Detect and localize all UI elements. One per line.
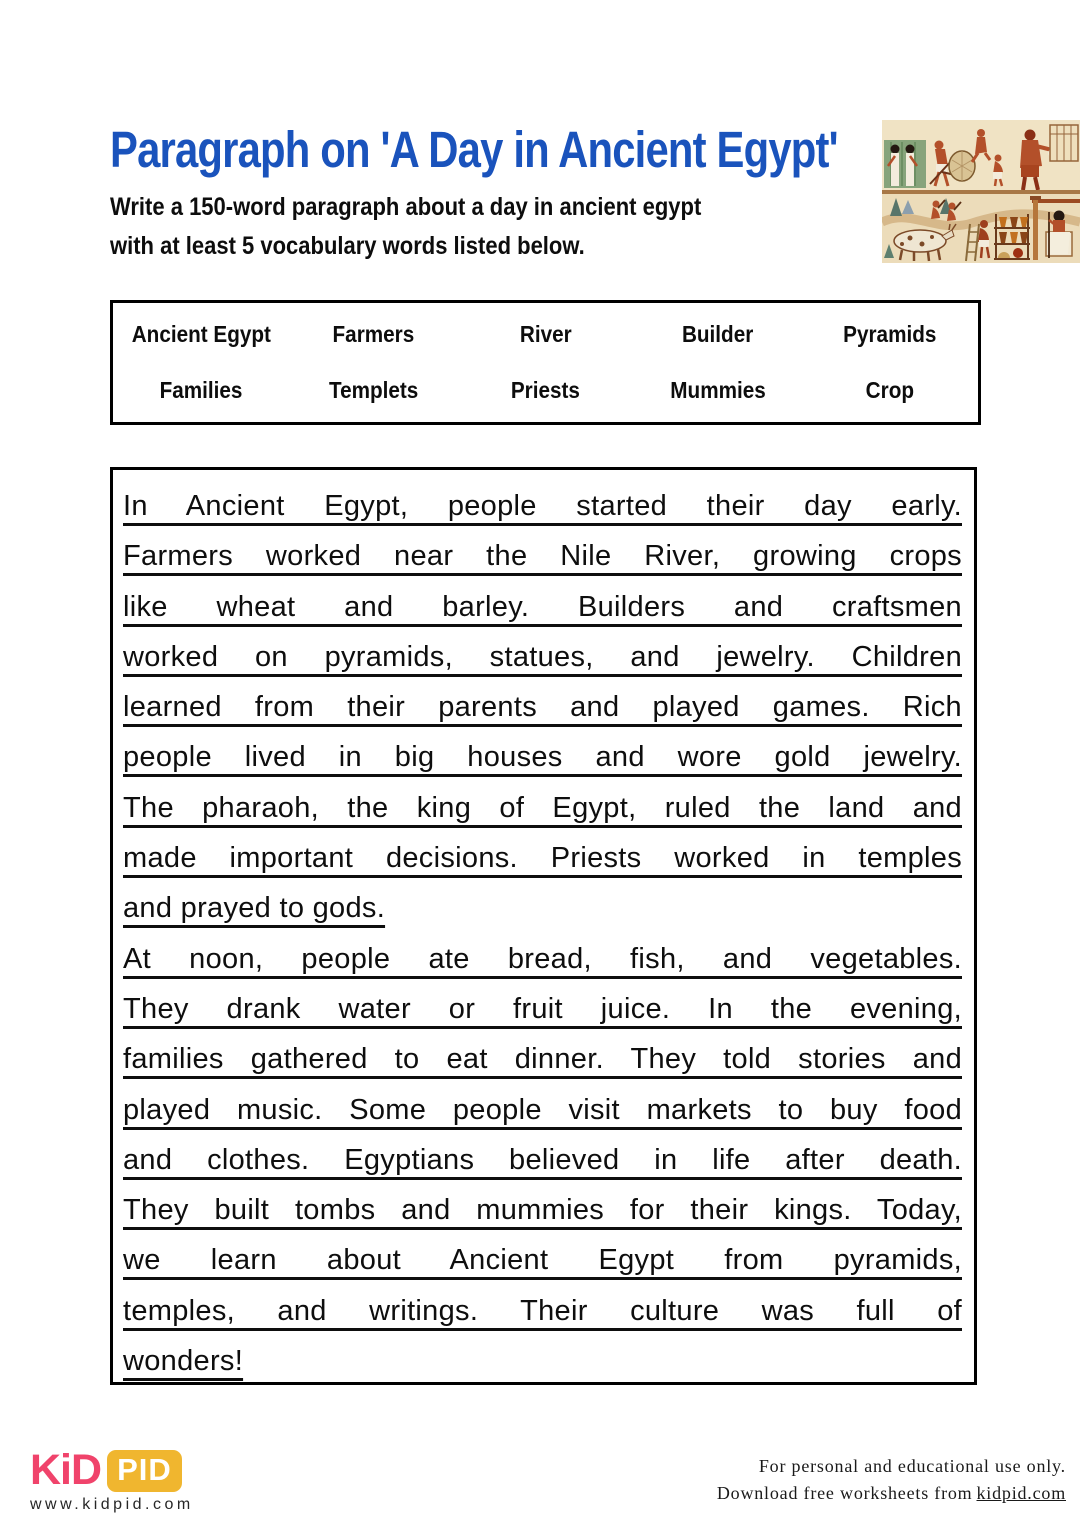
usage-note: For personal and educational use only. bbox=[758, 1456, 1066, 1476]
essay-line: and prayed to gods. bbox=[123, 892, 386, 925]
essay-line: They built tombs and mummies for their kings. Today, bbox=[123, 1194, 962, 1227]
kidpid-link[interactable]: kidpid.com bbox=[976, 1483, 1066, 1503]
vocab-word-families: Families bbox=[159, 376, 243, 403]
essay-line: families gathered to eat dinner. They told stories and bbox=[123, 1043, 962, 1076]
essay-line: In Ancient Egypt, people started their day early. bbox=[123, 490, 962, 522]
essay-line: people lived in big houses and wore gold jewelry. bbox=[123, 741, 962, 774]
instructions-line-2: with at least 5 vocabulary words listed below. bbox=[110, 232, 585, 260]
essay-line: learned from their parents and played games. Rich bbox=[123, 691, 962, 724]
essay-box bbox=[110, 467, 977, 1385]
website-url: www.kidpid.com bbox=[30, 1496, 194, 1513]
essay-line: temples, and writings. Their culture was full of bbox=[123, 1294, 962, 1327]
usage-credits bbox=[717, 1453, 1066, 1507]
vocab-word-mummies: Mummies bbox=[669, 376, 766, 403]
vocab-word-ancient-egypt: Ancient Egypt bbox=[131, 321, 271, 348]
instructions bbox=[110, 188, 782, 266]
vocab-word-crop: Crop bbox=[865, 376, 915, 403]
ancient-egypt-painting-image bbox=[882, 120, 1080, 263]
essay-line: They drank water or fruit juice. In the evening, bbox=[123, 992, 962, 1025]
kidpid-logo bbox=[30, 1446, 182, 1495]
essay-line: like wheat and barley. Builders and craftsmen bbox=[123, 590, 962, 623]
essay-line: and clothes. Egyptians believed in life after death. bbox=[123, 1143, 962, 1176]
essay-line: worked on pyramids, statues, and jewelry. Children bbox=[123, 640, 962, 673]
vocab-word-river: River bbox=[519, 321, 572, 348]
vocab-word-priests: Priests bbox=[510, 376, 581, 403]
essay-line: Farmers worked near the Nile River, growing crops bbox=[123, 540, 962, 573]
vocab-word-pyramids: Pyramids bbox=[843, 321, 937, 348]
page-title bbox=[110, 120, 997, 179]
instructions-line-1: Write a 150-word paragraph about a day in ancient egypt bbox=[110, 193, 702, 221]
essay-line: we learn about Ancient Egypt from pyramids, bbox=[123, 1244, 962, 1277]
download-note: Download free worksheets from kidpid.com bbox=[716, 1483, 1066, 1503]
essay-line: made important decisions. Priests worked in temples bbox=[123, 842, 962, 875]
essay-line: played music. Some people visit markets to buy food bbox=[123, 1093, 962, 1126]
vocab-word-builder: Builder bbox=[682, 321, 754, 348]
kidpid-logo-kid-text: KiD bbox=[30, 1446, 102, 1494]
vocab-word-templets: Templets bbox=[328, 376, 418, 403]
kidpid-logo-pid-badge: PID bbox=[107, 1450, 182, 1492]
vocabulary-box bbox=[110, 300, 981, 425]
page-title-text: Paragraph on 'A Day in Ancient Egypt' bbox=[110, 121, 838, 178]
essay-line: At noon, people ate bread, fish, and vegetables. bbox=[123, 942, 962, 975]
essay-line: wonders! bbox=[123, 1345, 244, 1378]
essay-line: The pharaoh, the king of Egypt, ruled the land and bbox=[123, 791, 962, 824]
vocab-word-farmers: Farmers bbox=[332, 321, 415, 348]
